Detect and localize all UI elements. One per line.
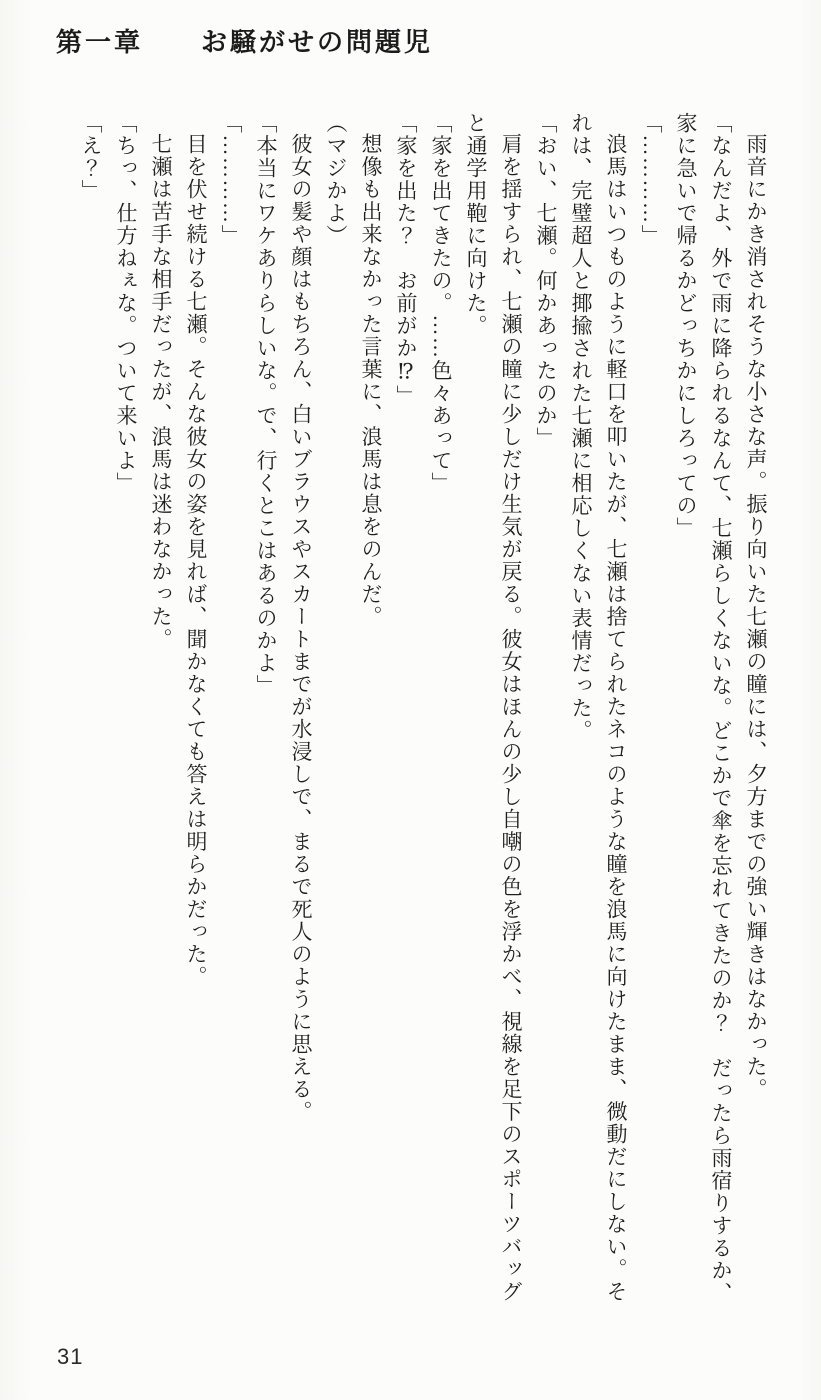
paragraph-dialogue: 「なんだよ、外で雨に降られるなんて、七瀬らしくないな。どこかで傘を忘れてきたのか？ だったら雨宿りするか、家に急いで帰るかどっちかにしろっての」: [674, 112, 733, 1305]
paragraph-narration: 目を伏せ続ける七瀬。そんな彼女の姿を見れば、聞かなくても答えは明らかだった。: [184, 133, 208, 988]
chapter-heading: 第一章 お騒がせの問題児: [56, 28, 434, 57]
paragraph-narration: 七瀬は苦手な相手だったが、浪馬は迷わなかった。: [149, 133, 173, 651]
main-text-block: [57, 112, 773, 1312]
page-number: 31: [57, 1344, 84, 1369]
paragraph-narration: 浪馬はいつものように軽口を叩いたが、七瀬は捨てられたネコのような瞳を浪馬に向けたまま、微動だにしない。それは、完璧超人と揶揄された七瀬に相応しくない表情だった。: [569, 112, 628, 1303]
paragraph-dialogue: 「おい、七瀬。何かあったのか」: [534, 112, 558, 450]
paragraph-dialogue: 「家を出た？ お前がか⁉」: [394, 112, 418, 408]
paragraph-narration: 肩を揺すられ、七瀬の瞳に少しだけ生気が戻る。彼女はほんの少し自嘲の色を浮かべ、視線を足下のスポーツバッグと通学用鞄に向けた。: [464, 112, 523, 1303]
paragraph-narration: 雨音にかき消されそうな小さな声。振り向いた七瀬の瞳には、夕方までの強い輝きはなかった。: [744, 133, 768, 1101]
paragraph-dialogue: 「家を出てきたの。……色々あって」: [429, 112, 453, 495]
paragraph-thought: （マジかよ）: [324, 112, 348, 247]
paragraph-dialogue: 「ちっ、仕方ねぇな。ついて来いよ」: [114, 112, 138, 495]
paragraph-dialogue: 「…………」: [219, 112, 243, 247]
paragraph-dialogue: 「…………」: [639, 112, 663, 247]
paragraph-narration: 彼女の髪や顔はもちろん、白いブラウスやスカートまでが水浸しで、まるで死人のように思える。: [289, 133, 313, 1123]
paragraph-narration: 想像も出来なかった言葉に、浪馬は息をのんだ。: [359, 133, 383, 628]
paragraph-dialogue: 「本当にワケありらしいな。で、行くとこはあるのかよ」: [254, 112, 278, 697]
paragraph-dialogue: 「え？」: [79, 112, 103, 202]
